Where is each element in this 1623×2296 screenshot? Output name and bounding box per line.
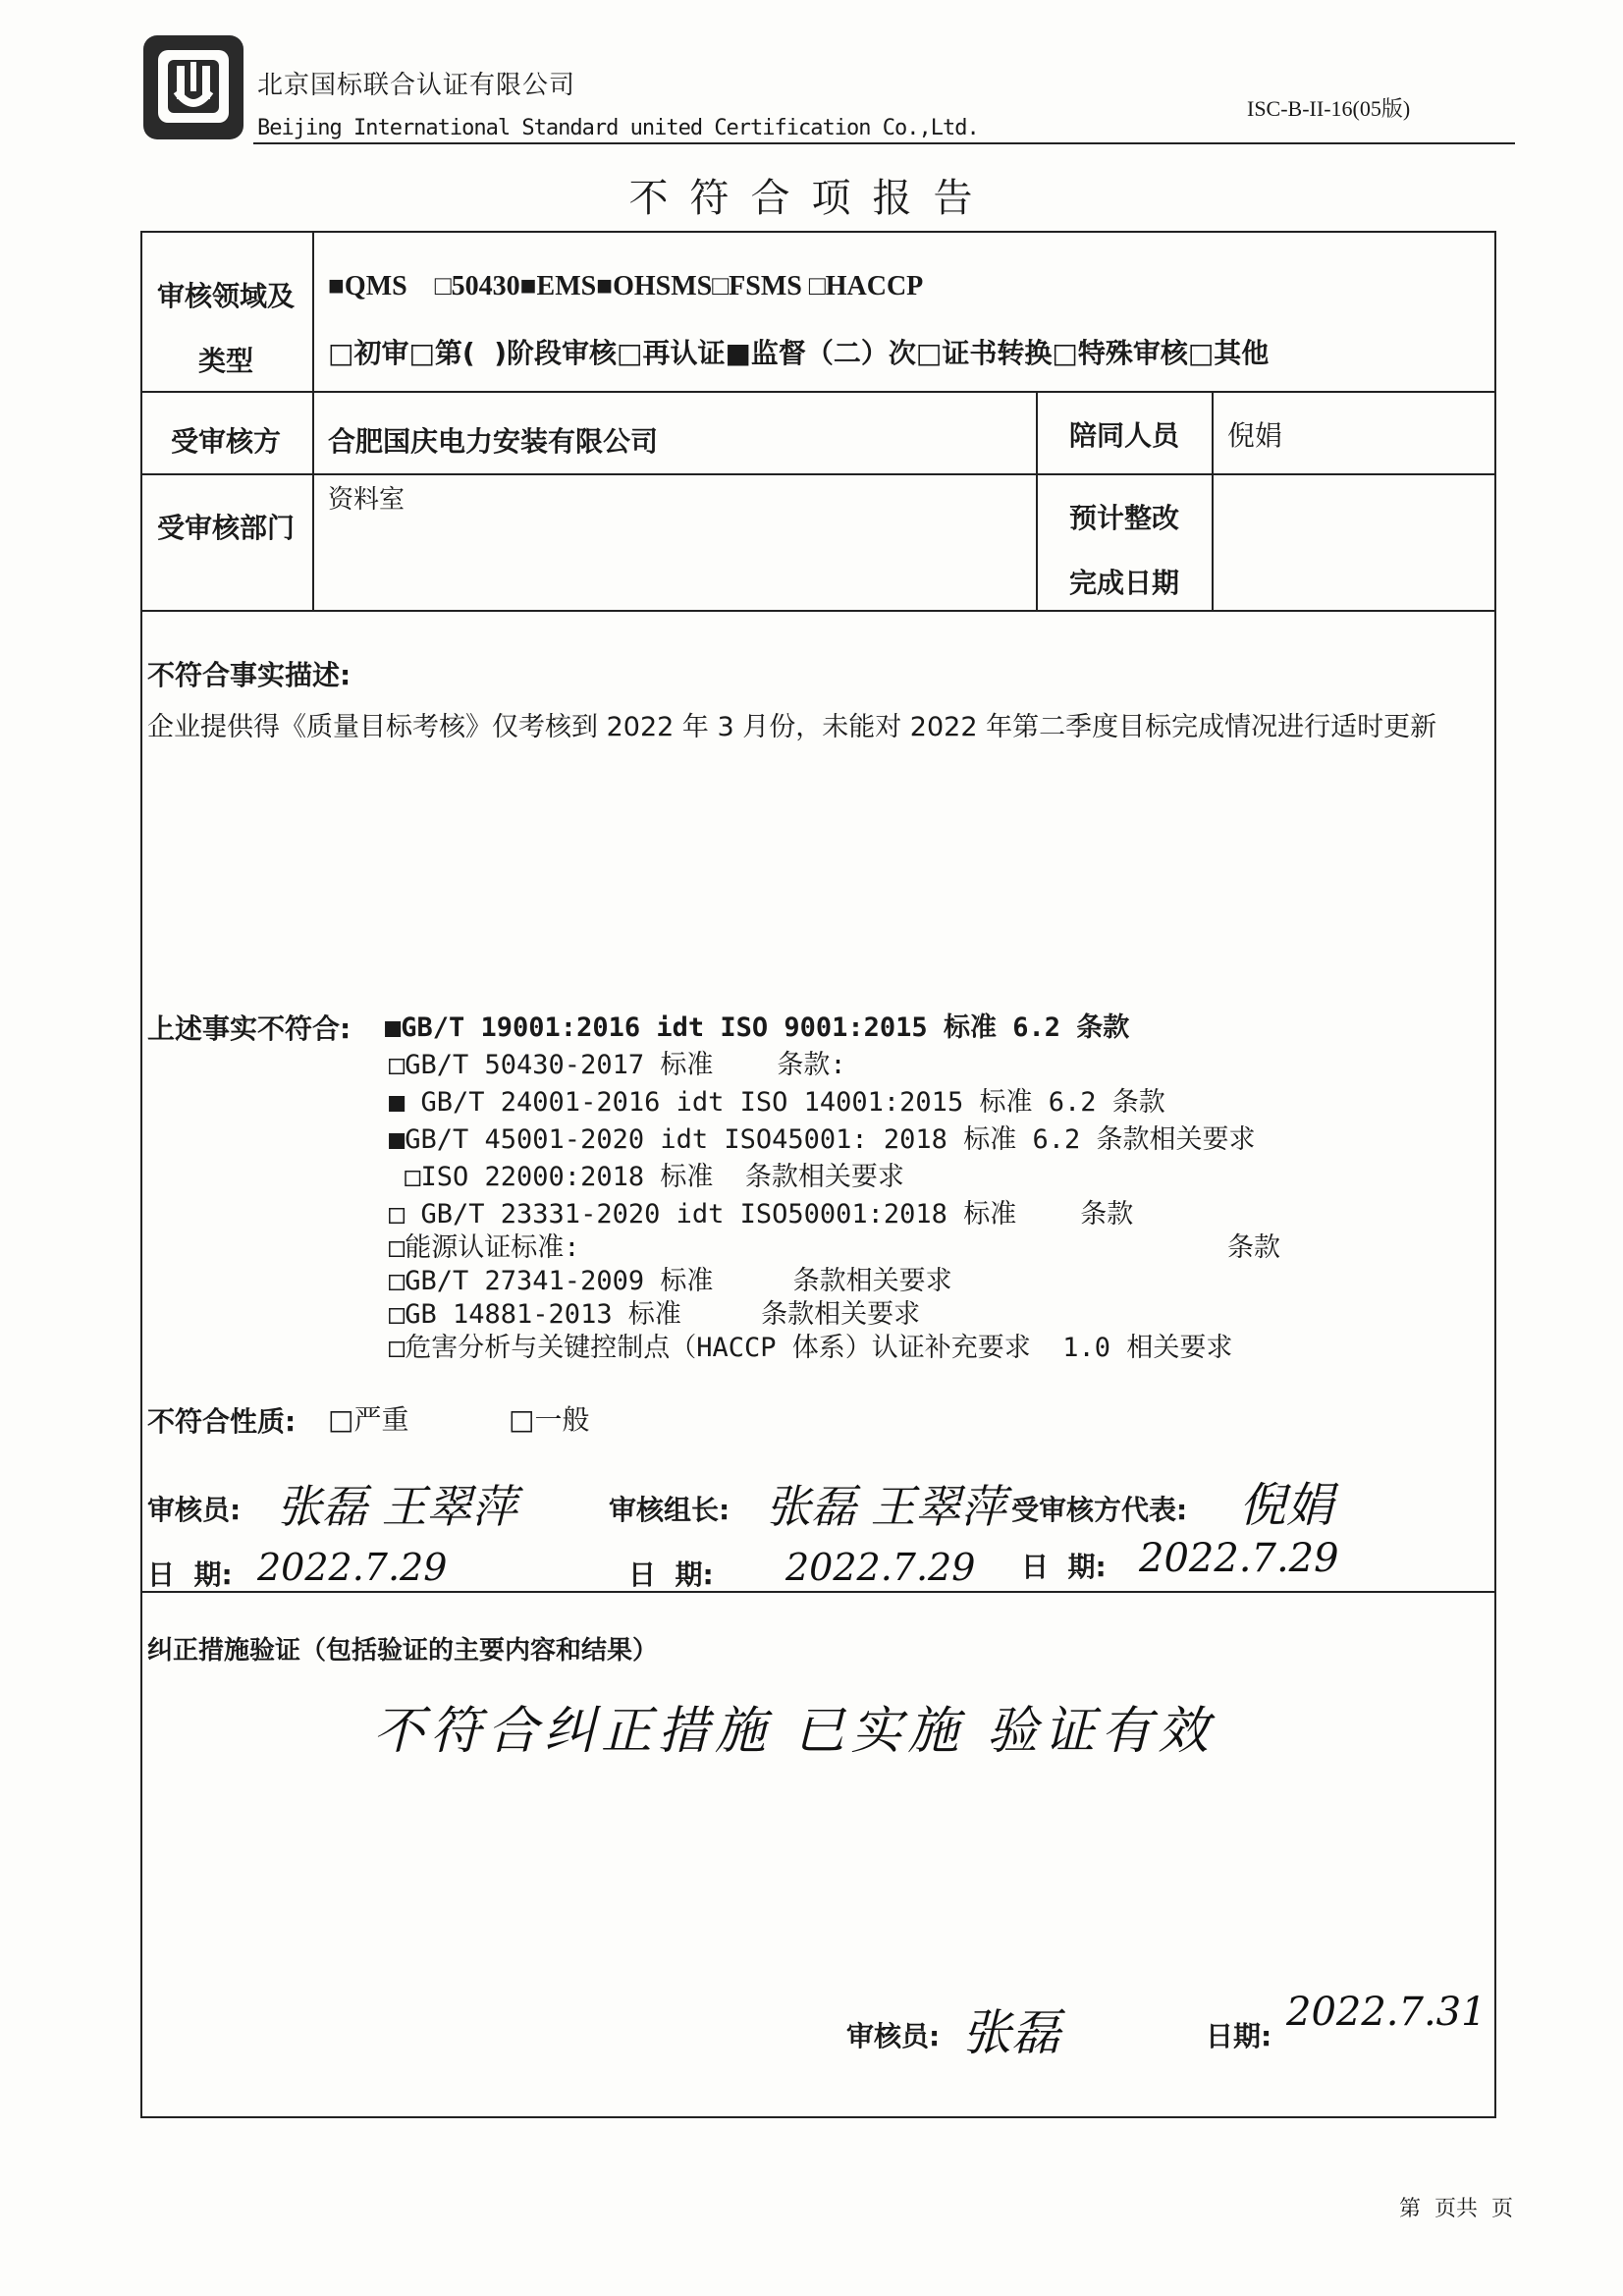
row-divider bbox=[140, 610, 1496, 612]
deadline-label-line2: 完成日期 bbox=[1068, 567, 1179, 599]
representative-date: 2022.7.29 bbox=[1139, 1536, 1339, 1581]
standard-line: □危害分析与关键控制点（HACCP 体系）认证补充要求 1.0 相关要求 bbox=[389, 1333, 1233, 1363]
nature-general: □一般 bbox=[509, 1403, 590, 1436]
verification-label: 纠正措施验证（包括验证的主要内容和结果） bbox=[147, 1636, 659, 1666]
page-number: 第 页共 页 bbox=[1399, 2197, 1513, 2221]
company-name-en: Beijing International Standard united Certification Co.,Ltd. bbox=[257, 116, 979, 140]
verification-auditor-signature: 张磊 bbox=[962, 2004, 1060, 2061]
standard-line: ■GB/T 45001-2020 idt ISO45001: 2018 标准 6.2 条款相关要求 bbox=[389, 1124, 1256, 1155]
companion-name: 倪娟 bbox=[1227, 419, 1283, 452]
standard-line: □GB/T 27341-2009 标准 条款相关要求 bbox=[389, 1266, 952, 1296]
column-divider bbox=[1036, 391, 1038, 610]
audit-domain-label-line2: 类型 bbox=[197, 345, 253, 377]
row-divider bbox=[140, 1591, 1496, 1593]
standard-line: □ GB/T 23331-2020 idt ISO50001:2018 标准 条款 bbox=[389, 1199, 1134, 1230]
leader-label: 审核组长: bbox=[609, 1494, 730, 1526]
standard-line: ■ GB/T 24001-2016 idt ISO 14001:2015 标准 6.2 条款 bbox=[389, 1087, 1165, 1118]
date-label: 日 期: bbox=[1021, 1551, 1107, 1583]
auditor-label: 审核员: bbox=[147, 1494, 242, 1526]
verification-auditor-label: 审核员: bbox=[846, 2020, 941, 2052]
standard-line: □ISO 22000:2018 标准 条款相关要求 bbox=[389, 1162, 904, 1192]
fact-label: 不符合事实描述: bbox=[147, 659, 352, 691]
row-divider bbox=[140, 473, 1496, 475]
date-label: 日 期: bbox=[628, 1558, 714, 1591]
standard-line: □GB 14881-2013 标准 条款相关要求 bbox=[389, 1299, 921, 1330]
header-divider bbox=[253, 142, 1515, 144]
row-divider bbox=[140, 391, 1496, 393]
fact-description: 企业提供得《质量目标考核》仅考核到 2022 年 3 月份，未能对 2022 年第二季度目标完成情况进行适时更新 bbox=[147, 712, 1437, 742]
nature-label: 不符合性质: bbox=[147, 1405, 297, 1438]
auditor-date: 2022.7.29 bbox=[257, 1546, 448, 1589]
department-name: 资料室 bbox=[328, 485, 406, 515]
companion-label: 陪同人员 bbox=[1068, 419, 1179, 452]
standard-line: □GB/T 50430-2017 标准 条款: bbox=[389, 1050, 846, 1080]
report-title: 不符合项报告 bbox=[628, 176, 995, 221]
auditee-label: 受审核方 bbox=[170, 425, 281, 458]
department-label: 受审核部门 bbox=[156, 512, 295, 544]
deadline-label-line1: 预计整改 bbox=[1068, 502, 1179, 534]
audit-domain-label-line1: 审核领域及 bbox=[156, 280, 295, 312]
auditor-signature: 张磊 王翠萍 bbox=[277, 1480, 517, 1533]
verification-date: 2022.7.31 bbox=[1286, 1990, 1487, 2035]
standard-line: ■GB/T 19001:2016 idt ISO 9001:2015 标准 6.2 条款 bbox=[385, 1012, 1130, 1043]
representative-signature: 倪娟 bbox=[1239, 1478, 1334, 1533]
company-name-cn: 北京国标联合认证有限公司 bbox=[257, 71, 576, 100]
standard-line: □能源认证标准: bbox=[389, 1232, 580, 1263]
auditee-name: 合肥国庆电力安装有限公司 bbox=[328, 425, 659, 458]
representative-label: 受审核方代表: bbox=[1011, 1494, 1188, 1526]
leader-signature: 张磊 王翠萍 bbox=[766, 1480, 1006, 1533]
nature-serious: □严重 bbox=[328, 1403, 409, 1436]
date-label: 日 期: bbox=[147, 1558, 233, 1591]
management-systems: ■QMS □50430■EMS■OHSMS□FSMS □HACCP bbox=[328, 271, 924, 301]
verification-result: 不符合纠正措施 已实施 验证有效 bbox=[373, 1702, 1216, 1761]
energy-clause: 条款 bbox=[1227, 1232, 1280, 1263]
form-code: ISC-B-II-16(05版) bbox=[1247, 96, 1411, 121]
column-divider bbox=[1212, 391, 1214, 610]
verification-date-label: 日期: bbox=[1206, 2020, 1272, 2052]
isc-logo-icon bbox=[140, 32, 246, 142]
audit-types: □初审□第( )阶段审核□再认证■监督（二）次□证书转换□特殊审核□其他 bbox=[328, 337, 1270, 369]
standards-label: 上述事实不符合: bbox=[147, 1012, 352, 1045]
column-divider bbox=[312, 231, 314, 610]
leader-date: 2022.7.29 bbox=[785, 1546, 976, 1589]
